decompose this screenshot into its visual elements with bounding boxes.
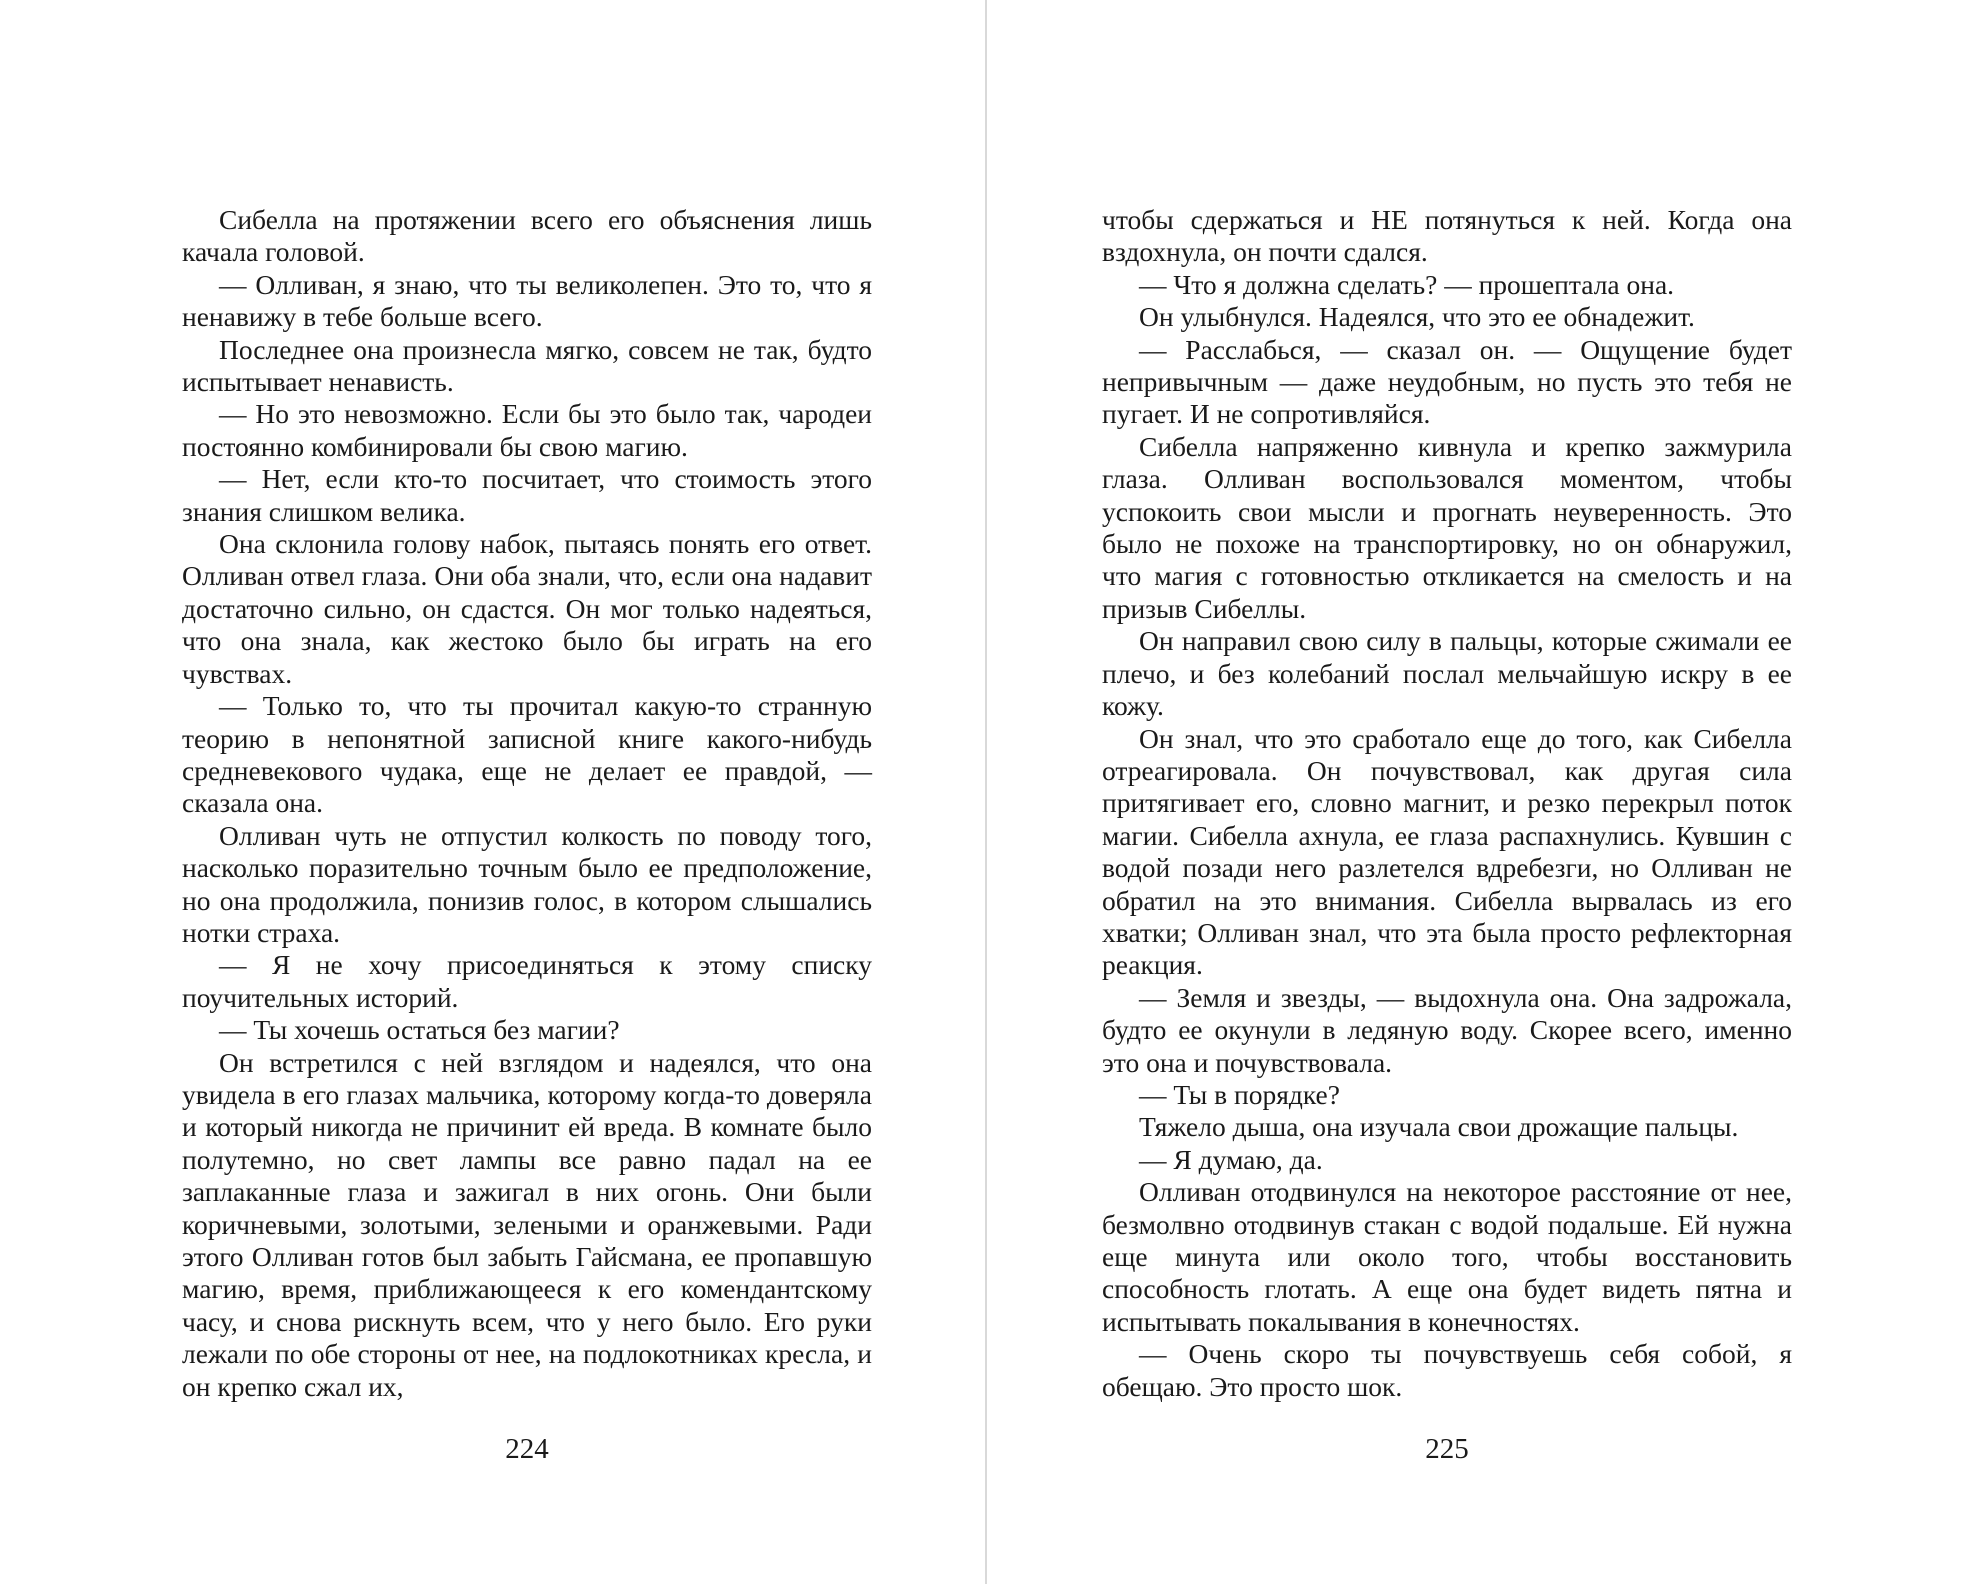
paragraph: Он направил свою силу в пальцы, которые сжимали ее плечо, и без колебаний послал мельчайшую искру в ее кожу. [1102,625,1792,722]
paragraph: — Только то, что ты прочитал какую-то странную теорию в непонятной записной книге какого-нибудь средневекового чудака, еще не делает ее правдой, — сказала она. [182,690,872,819]
paragraph: Олливан чуть не отпустил колкость по поводу того, насколько поразительно точным было ее предположение, но она продолжила, понизив голос, в котором слышались нотки страха. [182,819,872,948]
paragraph: Последнее она произнесла мягко, совсем не так, будто испытывает ненависть. [182,333,872,398]
paragraph: — Очень скоро ты почувствуешь себя собой, я обещаю. Это просто шок. [1102,1338,1792,1402]
paragraph: Сибелла напряженно кивнула и крепко зажмурила глаза. Олливан воспользовался моментом, чтобы успокоить свои мысли и прогнать неуверенность. Это было не похоже на транспортировку, но он обнаружил, что магия с готовностью откликается на смелость и на призыв Сибеллы. [1102,430,1792,624]
paragraph: — Я думаю, да. [1139,1143,1323,1175]
paragraph: — Нет, если кто-то посчитает, что стоимость этого знания слишком велика. [182,463,872,527]
paragraph: — Я не хочу присоединяться к этому списку поучительных историй. [182,949,872,1013]
paragraph: — Ты в порядке? [1139,1078,1340,1110]
paragraph: Он встретился с ней взглядом и надеялся, что она увидела в его глазах мальчика, которому когда-то доверяла и который никогда не причинит ей вреда. В комнате было полутемно, но свет лампы все равно падал на ее заплаканные глаза и зажигал в них огонь. Они были коричневыми, золотыми, зелеными и оранжевыми. Ради этого Олливан готов был забыть Гайсмана, ее пропавшую магию, время, приближающееся к его комендантскому часу, и снова рискнуть всем, что у него было. Его руки лежали по обе стороны от нее, на подлокотниках кресла, и он крепко сжал их, [182,1046,872,1402]
paragraph: Он знал, что это сработало еще до того, как Сибелла отреагировала. Он почувствовал, как другая сила притягивает его, словно магнит, и резко перекрыл поток магии. Сибелла ахнула, ее глаза распахнулись. Кувшин с водой позади него разлетелся вдребезги, но Олливан не обратил на это внимания. Сибелла вырвалась из его хватки; Олливан знал, что эта была просто рефлекторная реакция. [1102,722,1792,981]
right-page-text [1102,204,1792,1403]
paragraph: Тяжело дыша, она изучала свои дрожащие пальцы. [1139,1111,1739,1143]
right-page [987,0,1964,1584]
page-number-right: 225 [1425,1433,1469,1465]
paragraph: — Но это невозможно. Если бы это было так, чародеи постоянно комбинировали бы свою магию. [182,398,872,462]
left-page-text [182,204,872,1403]
paragraph: Она склонила голову набок, пытаясь понять его ответ. Олливан отвел глаза. Они оба знали, что, если она надавит достаточно сильно, он сдастся. Он мог только надеяться, что она знала, как жестоко было бы играть на его чувствах. [182,528,872,689]
paragraph: Сибелла на протяжении всего его объяснения лишь качала головой. [182,204,872,268]
paragraph: — Что я должна сделать? — прошептала она. [1139,268,1675,300]
paragraph: — Ты хочешь остаться без магии? [219,1014,620,1046]
paragraph: — Земля и звезды, — выдохнула она. Она задрожала, будто ее окунули в ледяную воду. Скорее всего, именно это она и почувствовала. [1102,981,1792,1078]
page-number-left: 224 [505,1433,549,1465]
paragraph: — Олливан, я знаю, что ты великолепен. Это то, что я ненавижу в тебе больше всего. [182,268,872,333]
paragraph: — Расслабься, — сказал он. — Ощущение будет непривычным — даже неудобным, но пусть это тебя не пугает. И не сопротивляйся. [1102,333,1792,430]
paragraph: Он улыбнулся. Надеялся, что это ее обнадежит. [1139,301,1695,333]
paragraph-continuation: чтобы сдержаться и НЕ потянуться к ней. Когда она вздохнула, он почти сдался. [1102,204,1792,268]
paragraph: Олливан отодвинулся на некоторое расстояние от нее, безмолвно отодвинув стакан с водой подальше. Ей нужна еще минута или около того, чтобы восстановить способность глотать. А еще она будет видеть пятна и испытывать покалывания в конечностях. [1102,1176,1792,1337]
